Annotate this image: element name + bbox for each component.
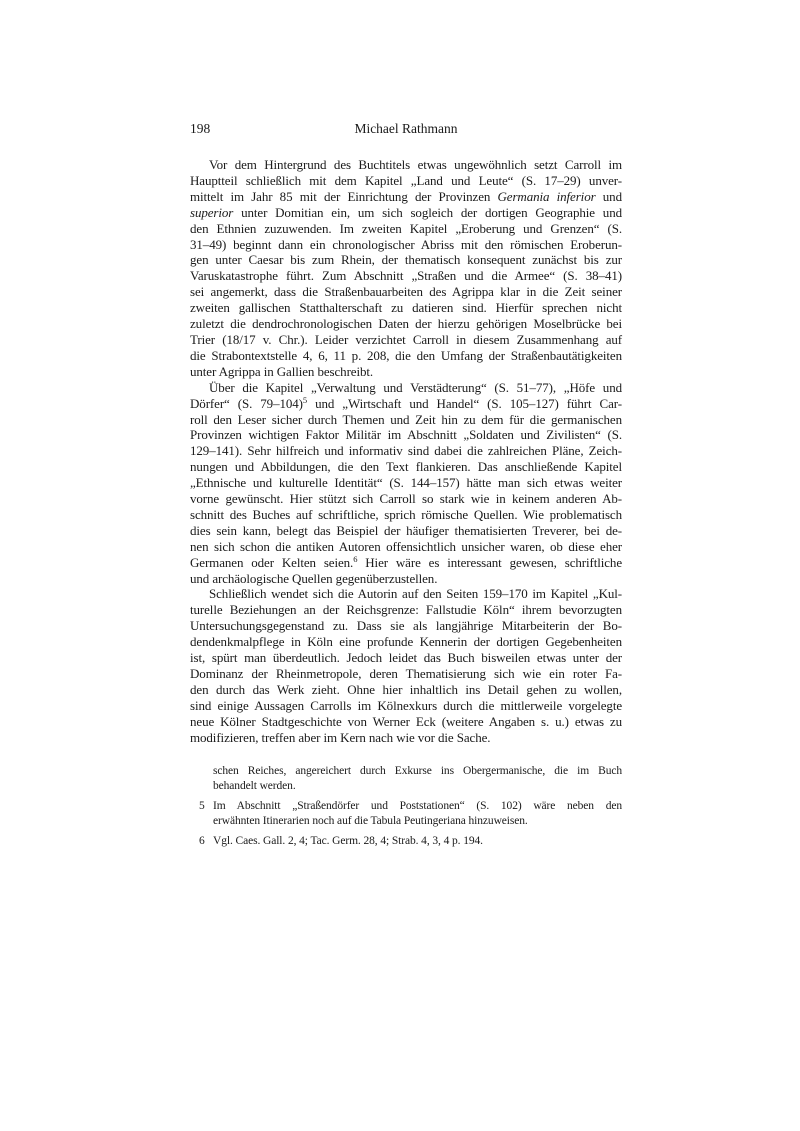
text-line xyxy=(190,348,622,364)
text-line xyxy=(190,332,622,348)
text-line xyxy=(190,571,622,587)
paragraph xyxy=(190,586,622,745)
footnote-text: Im Abschnitt „Straßendörfer und Poststationen“ (S. 102) wäre neben den xyxy=(213,799,622,812)
footnote-text: Vgl. Caes. Gall. 2, 4; Tac. Germ. 28, 4; Strab. 4, 3, 4 p. 194. xyxy=(213,834,483,847)
text-segment: zuletzt die dendrochronologischen Daten der hierzu gehörigen Moselbrücke bei xyxy=(190,316,622,332)
text-segment: sei angemerkt, dass die Straßenbauarbeiten des Agrippa klar in die Zeit seiner xyxy=(190,284,622,300)
text-segment: vorne gewünscht. Hier stützt sich Carroll so stark wie in keinem anderen Ab- xyxy=(190,491,622,507)
text-line xyxy=(190,586,622,602)
text-line xyxy=(190,555,622,571)
text-line xyxy=(190,316,622,332)
text-line xyxy=(190,237,622,253)
text-segment: sind einige Aussagen Carrolls im Kölnexkurs durch die mittlerweile vorgelegte xyxy=(190,697,622,713)
text-segment: die Strabontextstelle 4, 6, 11 p. 208, die den Umfang der Straßenbautätigkeiten xyxy=(190,347,622,363)
text-segment: turelle Beziehungen an der Reichsgrenze: Fallstudie Köln“ ihrem bevorzugten xyxy=(190,602,622,618)
italic-text: superior xyxy=(190,204,234,220)
text-line xyxy=(190,284,622,300)
text-segment: dendenkmalpflege in Köln eine profunde Kennerin der dortigen Gegebenheiten xyxy=(190,634,622,650)
text-segment: und xyxy=(595,188,622,204)
text-segment: neue Kölner Stadtgeschichte von Werner Eck (weitere Angaben s. u.) etwas zu xyxy=(190,713,622,729)
footnote xyxy=(190,799,622,830)
text-line xyxy=(190,730,622,746)
text-line xyxy=(190,380,622,396)
text-line xyxy=(190,602,622,618)
text-segment: Dominanz der Rheinmetropole, deren Thematisierung sich wie ein roter Fa- xyxy=(190,666,622,681)
text-line xyxy=(190,157,622,173)
text-line xyxy=(190,650,622,666)
text-segment: „Ethnische und kulturelle Identität“ (S. 144–157) hätte man sich etwas weiter xyxy=(190,475,622,491)
text-segment: 31–49) beginnt dann ein chronologischer Abriss mit den römischen Eroberun- xyxy=(190,236,622,252)
running-header xyxy=(190,120,622,138)
text-segment: gen unter Caesar bis zum Rhein, der thematisch konsequent zunächst bis zur xyxy=(190,252,622,268)
text-segment: Schließlich wendet sich die Autorin auf den Seiten 159–170 im Kapitel „Kul- xyxy=(209,586,622,602)
text-segment: modifizieren, treffen aber im Kern nach wie vor die Sache. xyxy=(190,729,491,745)
footnote-line xyxy=(190,779,622,795)
text-segment: Hier wäre es interessant gewesen, schriftliche xyxy=(357,554,623,570)
text-segment: Hauptteil schließlich mit dem Kapitel „Land und Leute“ (S. 17–29) unver- xyxy=(190,172,622,188)
text-segment: mittelt im Jahr 85 mit der Einrichtung der Provinzen xyxy=(190,188,498,204)
paragraph xyxy=(190,157,622,380)
text-line xyxy=(190,221,622,237)
text-line xyxy=(190,412,622,428)
text-segment: den durch das Werk zieht. Ohne hier inhaltlich ins Detail gehen zu wollen, xyxy=(190,681,622,697)
text-line xyxy=(190,523,622,539)
text-segment: roll den Leser sicher durch Themen und Zeit hin zu dem für die germanischen xyxy=(190,411,622,427)
text-segment: Über die Kapitel „Verwaltung und Verstädterung“ (S. 51–77), „Höfe und xyxy=(209,379,622,395)
text-segment: dies sein kann, belegt das Beispiel der häufiger thematisierten Treverer, bei de- xyxy=(190,522,622,538)
text-segment: Trier (18/17 v. Chr.). Leider verzichtet Carroll in diesem Zusammenhang auf xyxy=(190,331,622,347)
text-line xyxy=(190,427,622,443)
text-line xyxy=(190,443,622,459)
text-line xyxy=(190,189,622,205)
text-segment: Untersuchungsgegenstand zu. Dass sie als langjährige Mitarbeiterin der Bo- xyxy=(190,618,622,634)
text-line xyxy=(190,682,622,698)
text-line xyxy=(190,618,622,634)
footnote-number: 6 xyxy=(199,834,205,847)
text-segment: Vor dem Hintergrund des Buchtitels etwas ungewöhnlich setzt Carroll im xyxy=(209,157,622,172)
italic-text: Germania inferior xyxy=(497,188,596,204)
text-line xyxy=(190,507,622,523)
footnote-line xyxy=(190,799,622,815)
text-column xyxy=(190,157,622,849)
text-line xyxy=(190,268,622,284)
footnote-text: behandelt werden. xyxy=(213,780,296,793)
running-head-author: Michael Rathmann xyxy=(354,121,458,136)
text-segment: zweiten gallischen Statthalterschaft zu datieren sind. Hierfür sprechen nicht xyxy=(190,300,622,316)
text-line xyxy=(190,475,622,491)
footnote xyxy=(190,834,622,850)
text-segment: den Ethnien zuzuwenden. Im zweiten Kapitel „Eroberung und Grenzen“ (S. xyxy=(190,220,622,236)
footnotes xyxy=(190,764,622,850)
footnote-line xyxy=(190,814,622,830)
footnote-line xyxy=(190,834,622,850)
text-line xyxy=(190,252,622,268)
text-line xyxy=(190,459,622,475)
text-segment: unter Agrippa in Gallien beschreibt. xyxy=(190,363,374,379)
text-segment: Germanen oder Kelten seien. xyxy=(190,554,354,570)
text-segment: nen sich schon die antiken Autoren offensichtlich unsicher waren, ob diese eher xyxy=(190,538,622,554)
footnote-text: schen Reiches, angereichert durch Exkurse ins Obergermanische, die im Buch xyxy=(213,764,622,777)
text-line xyxy=(190,491,622,507)
body-text xyxy=(190,157,622,746)
page-number: 198 xyxy=(190,121,211,136)
paragraph xyxy=(190,380,622,587)
text-line xyxy=(190,698,622,714)
text-segment: ist, spürt man überdeutlich. Jedoch leidet das Buch bisweilen etwas unter der xyxy=(190,650,622,666)
footnote-ref[interactable]: 6 xyxy=(353,553,358,564)
text-line xyxy=(190,173,622,189)
footnote-number: 5 xyxy=(199,799,205,812)
text-line xyxy=(190,666,622,682)
text-segment: schnitt des Buches auf schriftliche, sprich römische Quellen. Wie problematisch xyxy=(190,506,622,522)
text-segment: und archäologische Quellen gegenüberzustellen. xyxy=(190,570,438,586)
footnote-text: erwähnten Itinerarien noch auf die Tabula Peutingeriana hinzuweisen. xyxy=(213,815,528,828)
text-line xyxy=(190,364,622,380)
text-segment: nungen und Abbildungen, die den Text flankieren. Das anschließende Kapitel xyxy=(190,459,622,475)
text-segment: unter Domitian ein, um sich sogleich der dortigen Geographie und xyxy=(233,204,622,220)
text-segment: und „Wirtschaft und Handel“ (S. 105–127) führt Car- xyxy=(307,395,622,411)
text-line xyxy=(190,539,622,555)
footnote xyxy=(190,764,622,795)
text-segment: Provinzen wichtigen Faktor Militär im Abschnitt „Soldaten und Zivilisten“ (S. xyxy=(190,427,622,443)
text-line xyxy=(190,300,622,316)
text-segment: Dörfer“ (S. 79–104) xyxy=(190,395,303,411)
text-line xyxy=(190,396,622,412)
text-segment: 129–141). Sehr hilfreich und informativ sind dabei die zahlreichen Pläne, Zeich- xyxy=(190,443,622,459)
text-line xyxy=(190,714,622,730)
text-line xyxy=(190,205,622,221)
footnote-ref[interactable]: 5 xyxy=(302,394,308,405)
text-line xyxy=(190,634,622,650)
text-segment: Varuskatastrophe führt. Zum Abschnitt „Straßen und die Armee“ (S. 38–41) xyxy=(190,268,622,284)
footnote-line xyxy=(190,764,622,780)
